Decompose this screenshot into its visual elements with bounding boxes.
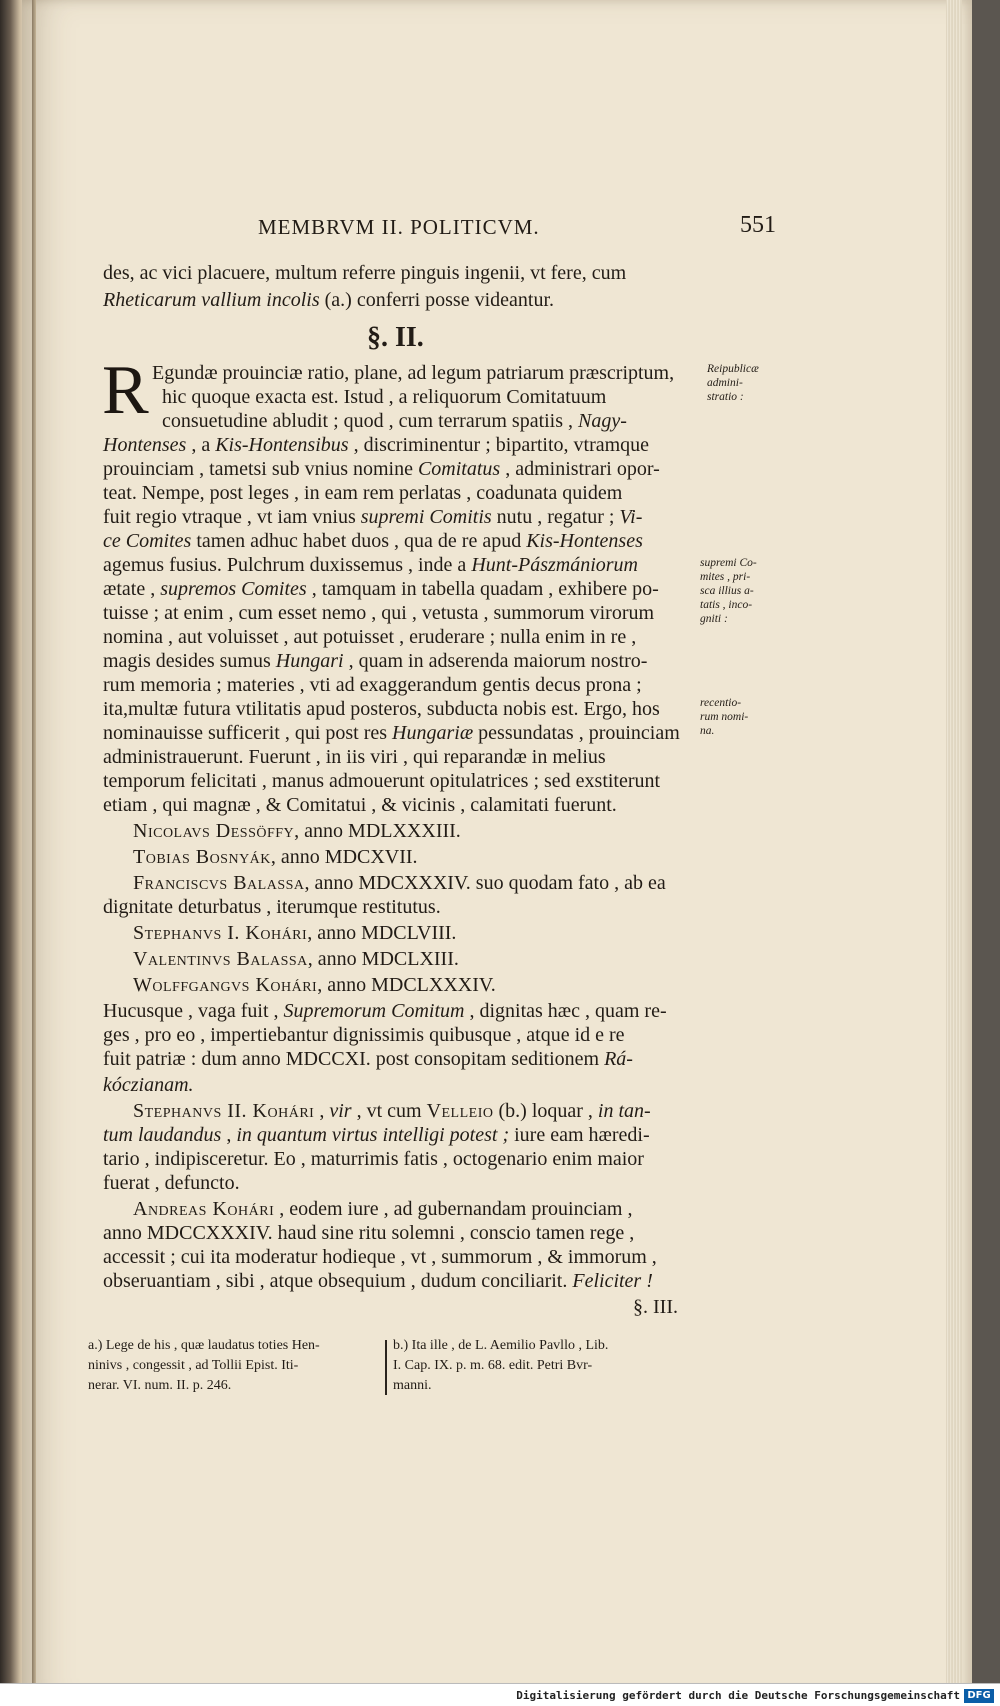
- intro-line-1: des, ac vici placuere, multum referre pinguis ingenii, vt fere, cum: [103, 262, 627, 284]
- para-line: fuit regio vtraque , vt iam vnius supremi Comitis nutu , regatur ; Vi-: [103, 506, 643, 528]
- marginal-note-1: Reipublicæ admini- stratio :: [707, 363, 759, 403]
- comes-entry: Wolffgangvs Kohári, anno MDCLXXXIV.: [133, 974, 496, 996]
- comes-entry: Tobias Bosnyák, anno MDCXVII.: [133, 846, 418, 868]
- para-line: accessit ; cui ita moderatur hodieque , vt , summorum , & immorum ,: [103, 1246, 657, 1268]
- drop-cap: R: [102, 352, 149, 429]
- digitization-footer: [0, 1683, 1000, 1706]
- para-line: ita,multæ futura vtilitatis apud posteros, subducta nobis est. Ergo, hos: [103, 698, 660, 720]
- para-line: tuisse ; at enim , cum esset nemo , qui , vetusta , summorum virorum: [103, 602, 655, 624]
- para-line: tum laudandus , in quantum virtus intelligi potest ; iure eam hæredi-: [103, 1124, 650, 1146]
- comes-entry: Stephanvs I. Kohári, anno MDCLVIII.: [133, 922, 457, 944]
- para-line: hic quoque exacta est. Istud , a reliquorum Comitatuum: [162, 386, 607, 408]
- dfg-logo-icon: DFG: [964, 1689, 994, 1703]
- footnote-a: a.) Lege de his , quæ laudatus toties Hen- ninivs , congessit , ad Tollii Epist. Iti- nerar. VI. num. II. p. 246.: [88, 1338, 320, 1393]
- para-line: obseruantiam , sibi , atque obsequium , dudum conciliarit. Feliciter !: [103, 1270, 653, 1292]
- para-line: administrauerunt. Fuerunt , in iis viri , qui reparandæ in melius: [103, 746, 606, 768]
- footnote-b: b.) Ita ille , de L. Aemilio Pavllo , Lib. I. Cap. IX. p. m. 68. edit. Petri Bvr- manni.: [393, 1338, 609, 1393]
- para-line: ætate , supremos Comites , tamquam in tabella quadam , exhibere po-: [103, 578, 659, 600]
- para-line: tario , indipisceretur. Eo , maturrimis fatis , octogenario enim maior: [103, 1148, 644, 1170]
- para-line: teat. Nempe, post leges , in eam rem perlatas , coadunata quidem: [103, 482, 623, 504]
- comes-entry: dignitate deturbatus , iterumque restitutus.: [103, 896, 441, 918]
- para-line: Hontenses , a Kis-Hontensibus , discriminentur ; bipartito, vtramque: [103, 434, 650, 456]
- para-line: nomina , aut voluisset , aut potuisset , eruderare ; nulla enim in re ,: [103, 626, 637, 648]
- footnote-divider: [385, 1340, 387, 1395]
- para-line: ges , pro eo , impertiebantur dignissimis quibusque , atque id e re: [103, 1024, 625, 1046]
- para-line: ce Comites tamen adhuc habet duos , qua de re apud Kis-Hontenses: [103, 530, 643, 552]
- section-title: §. II.: [367, 322, 424, 353]
- comes-entry: Franciscvs Balassa, anno MDCXXXIV. suo quodam fato , ab ea: [133, 872, 666, 894]
- comes-entry: Nicolavs Dessöffy, anno MDLXXXIII.: [133, 820, 461, 842]
- para-line: rum memoria ; materies , vti ad exaggerandum gentis decus prona ;: [103, 674, 642, 696]
- para-line: Andreas Kohári , eodem iure , ad gubernandam prouinciam ,: [133, 1198, 633, 1220]
- para-line: Egundæ prouinciæ ratio, plane, ad legum patriarum præscriptum,: [152, 362, 675, 384]
- para-line: Stephanvs II. Kohári , vir , vt cum Velleio (b.) loquar , in tan-: [133, 1100, 651, 1122]
- para-line: prouinciam , tametsi sub vnius nomine Comitatus , administrari opor-: [103, 458, 660, 480]
- funding-credit: Digitalisierung gefördert durch die Deutsche Forschungsgemeinschaft: [516, 1689, 960, 1702]
- page-edge: [946, 0, 962, 1706]
- para-line: etiam , qui magnæ , & Comitatui , & vicinis , calamitati fuerunt.: [103, 794, 617, 816]
- running-header: MEMBRVM II. POLITICVM.: [258, 215, 540, 239]
- para-line: fuerat , defuncto.: [103, 1172, 240, 1194]
- para-line: anno MDCCXXXIV. haud sine ritu solemni , conscio tamen rege ,: [103, 1222, 635, 1244]
- page-gutter: [32, 0, 36, 1706]
- page-number: 551: [740, 212, 776, 238]
- para-line: magis desides sumus Hungari , quam in adserenda maiorum nostro-: [103, 650, 648, 672]
- para-line: fuit patriæ : dum anno MDCCXI. post consopitam seditionem Rá-: [103, 1048, 633, 1070]
- para-line: temporum felicitati , manus admouerunt opitulatrices ; sed exstiterunt: [103, 770, 661, 792]
- para-line: consuetudine abludit ; quod , cum terrarum spatiis , Nagy-: [162, 410, 627, 432]
- para-line: kóczianam.: [103, 1074, 194, 1096]
- para-line: Hucusque , vaga fuit , Supremorum Comitum , dignitas hæc , quam re-: [103, 1000, 667, 1022]
- catchword: §. III.: [633, 1296, 678, 1318]
- para-line: nominauisse sufficerit , qui post res Hungariæ pessundatas , prouinciam: [103, 722, 680, 744]
- intro-line-2: Rheticarum vallium incolis (a.) conferri posse videantur.: [103, 289, 554, 311]
- comes-entry: Valentinvs Balassa, anno MDCLXIII.: [133, 948, 459, 970]
- marginal-note-2: supremi Co- mites , pri- sca illius a- tatis , inco- gniti :: [700, 557, 757, 625]
- marginal-note-3: recentio- rum nomi- na.: [700, 697, 749, 737]
- para-line: agemus fusius. Pulchrum duxissemus , inde a Hunt-Pászmániorum: [103, 554, 638, 576]
